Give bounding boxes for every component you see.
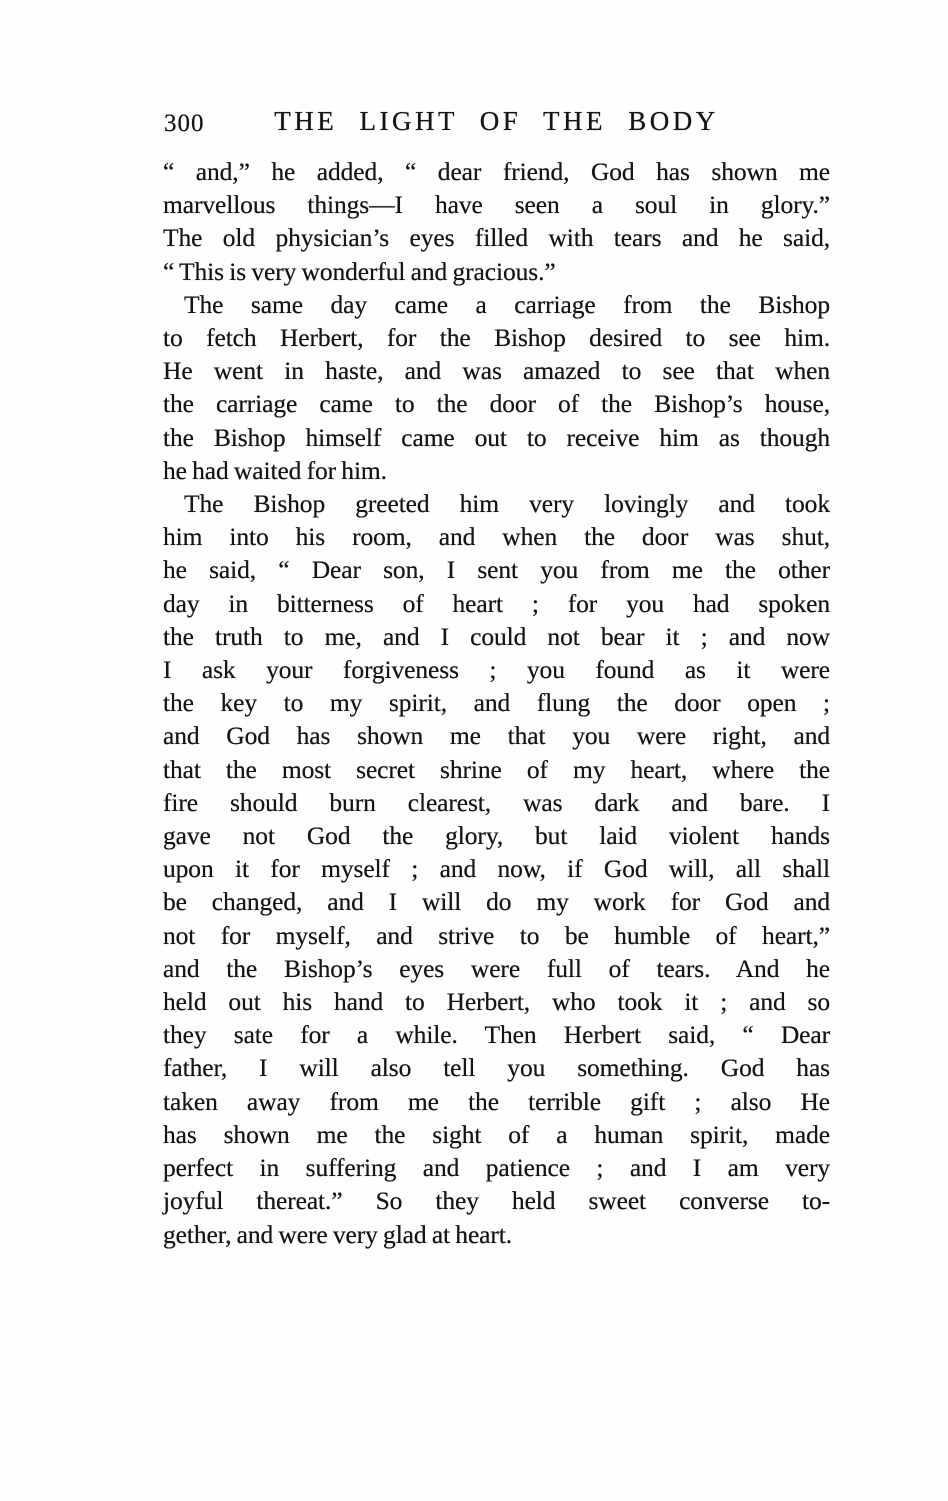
text-line: held out his hand to Herbert, who took it ; and so <box>163 987 830 1017</box>
paragraph <box>163 288 830 487</box>
text-line: marvellous things—I have seen a soul in glory.” <box>163 190 830 220</box>
text-line: the truth to me, and I could not bear it ; and now <box>163 621 830 651</box>
text-line: fire should burn clearest, was dark and bare. I <box>163 787 830 817</box>
text-line: “ This is very wonderful and gracious.” <box>163 256 556 286</box>
text-line: and God has shown me that you were right, and <box>163 721 830 751</box>
text-line: The old physician’s eyes filled with tears and he said, <box>163 223 830 253</box>
text-line: day in bitterness of heart ; for you had spoken <box>163 588 830 618</box>
text-line: The Bishop greeted him very lovingly and took <box>184 489 830 519</box>
text-line: he had waited for him. <box>163 455 387 485</box>
text-line: upon it for myself ; and now, if God will, all shall <box>163 854 830 884</box>
text-line: has shown me the sight of a human spirit, made <box>163 1119 830 1149</box>
text-line: I ask your forgiveness ; you found as it were <box>163 655 830 685</box>
text-line: they sate for a while. Then Herbert said, “ Dear <box>163 1020 830 1050</box>
text-line: taken away from me the terrible gift ; also He <box>163 1086 830 1116</box>
page-header <box>163 106 830 140</box>
text-line: father, I will also tell you something. God has <box>163 1053 830 1083</box>
paragraph <box>163 155 830 288</box>
text-line: the Bishop himself came out to receive him as though <box>163 422 830 452</box>
text-line: gether, and were very glad at heart. <box>163 1219 513 1249</box>
page-number: 300 <box>164 110 205 137</box>
running-title: THE LIGHT OF THE BODY <box>274 106 719 136</box>
text-line: gave not God the glory, but laid violent hands <box>163 821 830 851</box>
text-line: The same day came a carriage from the Bishop <box>184 289 830 319</box>
text-line: he said, “ Dear son, I sent you from me the other <box>163 555 830 585</box>
text-line: the key to my spirit, and flung the door open ; <box>163 688 830 718</box>
text-line: be changed, and I will do my work for God and <box>163 887 830 917</box>
text-line: perfect in suffering and patience ; and I am very <box>163 1153 830 1183</box>
text-line: not for myself, and strive to be humble of heart,” <box>163 920 830 950</box>
text-line: joyful thereat.” So they held sweet converse to- <box>163 1186 830 1216</box>
text-line: “ and,” he added, “ dear friend, God has shown me <box>163 157 830 186</box>
text-line: He went in haste, and was amazed to see that when <box>163 356 830 386</box>
text-line: that the most secret shrine of my heart, where the <box>163 754 830 784</box>
text-line: the carriage came to the door of the Bishop’s house, <box>163 389 830 419</box>
body-text-block <box>163 155 830 1251</box>
paragraph <box>163 487 830 1251</box>
text-line: and the Bishop’s eyes were full of tears. And he <box>163 953 830 983</box>
text-line: him into his room, and when the door was shut, <box>163 522 830 552</box>
text-line: to fetch Herbert, for the Bishop desired to see him. <box>163 323 830 353</box>
